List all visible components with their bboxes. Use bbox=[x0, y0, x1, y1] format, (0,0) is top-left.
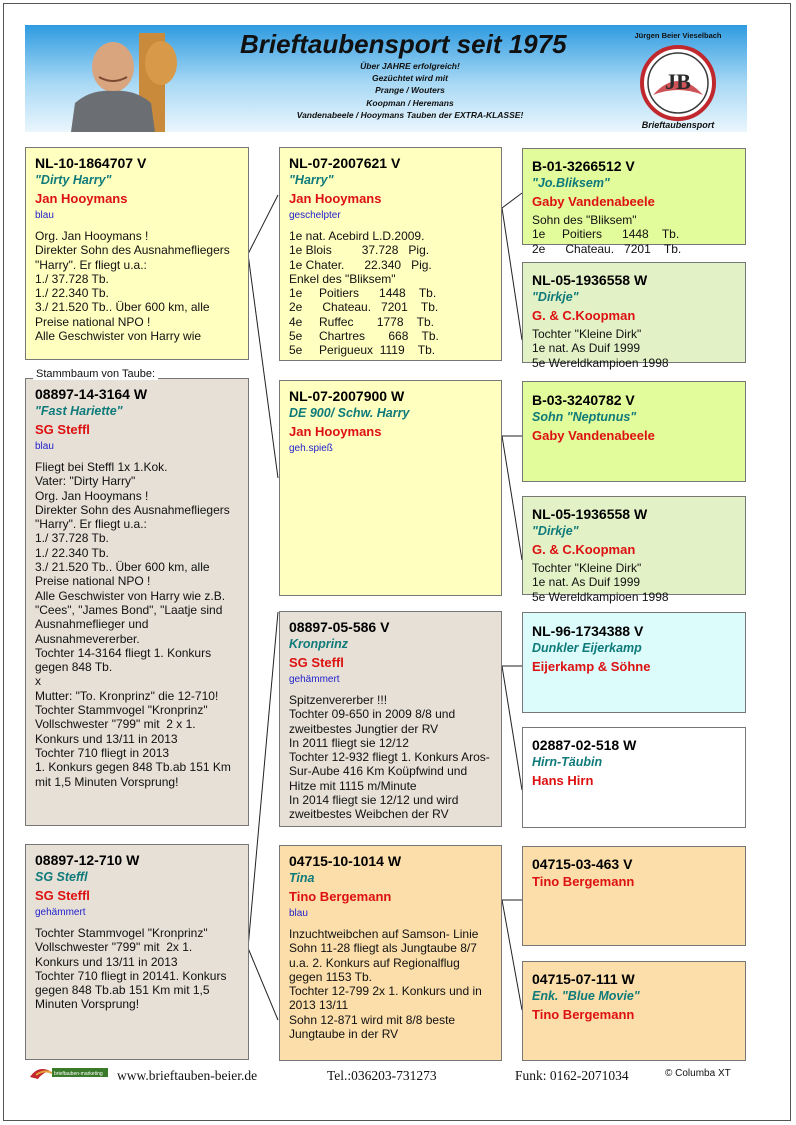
banner-line: Prange / Wouters bbox=[375, 85, 445, 96]
marketing-logo bbox=[28, 1061, 110, 1083]
pigeon-card-ggf-1[interactable] bbox=[522, 148, 746, 256]
banner-title: Brieftaubensport seit 1975 bbox=[240, 29, 567, 59]
pigeon-description: Spitzenvererber !!! Tochter 09-650 in 2009 8/8 und zweitbestes Jungtier der RV In 2011 fliegt sie 12/12 Tochter 12-932 fliegt 1. Konkurs Aros-Sur-Aube 416 Km Koüpfwind und Hitze mit 1115 m/Minute In 2014 fliegt sie 12/12 und wird zweitbestes Weibchen der RV bbox=[289, 693, 490, 822]
pigeon-description: Org. Jan Hooymans ! Direkter Sohn des Ausnahmefliegers "Harry". Er fliegt u.a.: 1./ 37.728 Tb. 1./ 22.340 Tb. 3./ 21.520 Tb.. Über 600 km, alle Preise national NPO ! Alle Geschwister von Harry wie bbox=[35, 229, 230, 344]
ring-number: 04715-03-463 V bbox=[532, 856, 633, 872]
banner-line: Gezüchtet wird mit bbox=[371, 73, 449, 84]
connector-line bbox=[502, 193, 522, 208]
ring-number: NL-96-1734388 V bbox=[532, 623, 644, 639]
feather-color: gehämmert bbox=[289, 674, 340, 685]
pigeon-name: "Fast Hariette" bbox=[35, 404, 123, 418]
pigeon-name: "Jo.Bliksem" bbox=[532, 176, 610, 190]
pigeon-description: Tochter Stammvogel "Kronprinz" Vollschwester "799" mit 2x 1. Konkurs und 13/11 in 2013 Tochter 710 fliegt in 20141. Konkurs gegen 848 Tb.ab 151 Km mit 1,5 Minuten Vorsprung! bbox=[35, 926, 227, 1012]
breeder-name: Hans Hirn bbox=[532, 773, 594, 788]
pigeon-description: Tochter "Kleine Dirk" 1e nat. As Duif 1999 5e Wereldkampioen 1998 bbox=[532, 327, 669, 370]
breeder-name: G. & C.Koopman bbox=[532, 308, 636, 323]
pigeon-name: "Dirkje" bbox=[532, 524, 579, 538]
pigeon-card-subject[interactable] bbox=[25, 378, 249, 826]
banner-line: Über JAHRE erfolgreich! bbox=[360, 61, 460, 71]
breeder-name: Tino Bergemann bbox=[532, 874, 635, 889]
logo-initials: JB bbox=[665, 69, 691, 94]
connector-line bbox=[248, 612, 278, 948]
ring-number: NL-07-2007900 W bbox=[289, 388, 405, 404]
ring-number: NL-05-1936558 W bbox=[532, 506, 648, 522]
pigeon-description: Inzuchtweibchen auf Samson- Linie Sohn 11-28 fliegt als Jungtaube 8/7 u.a. 2. Konkurs auf Regionalflug gegen 1153 Tb. Tochter 12-799 2x 1. Konkurs und in 2013 13/11 Sohn 12-871 wird mit 8/8 beste Jungtaube in der RV bbox=[289, 927, 482, 1042]
pigeon-name: Kronprinz bbox=[289, 637, 349, 651]
breeder-name: G. & C.Koopman bbox=[532, 542, 636, 557]
pigeon-card-father[interactable] bbox=[25, 147, 249, 360]
breeder-name: Gaby Vandenabeele bbox=[532, 428, 655, 443]
pigeon-card-ggm-3[interactable] bbox=[522, 727, 746, 828]
breeder-name: SG Steffl bbox=[35, 888, 90, 903]
feather-color: blau bbox=[35, 210, 54, 221]
pigeon-card-ggm-4[interactable] bbox=[522, 961, 746, 1061]
mobile-number: Funk: 0162-2071034 bbox=[515, 1068, 629, 1083]
pigeon-card-ggf-3[interactable] bbox=[522, 612, 746, 713]
pigeon-card-grandmother-maternal[interactable] bbox=[279, 845, 502, 1061]
connector-line bbox=[248, 195, 278, 254]
ring-number: 08897-12-710 W bbox=[35, 852, 140, 868]
pigeon-name: Sohn "Neptunus" bbox=[532, 410, 637, 424]
pigeon-name: Enk. "Blue Movie" bbox=[532, 989, 640, 1003]
pigeon-name: Tina bbox=[289, 871, 315, 885]
pigeon-description: Sohn des "Bliksem" 1e Poitiers 1448 Tb. 2e Chateau. 7201 Tb. bbox=[532, 213, 682, 256]
connector-line bbox=[502, 666, 522, 790]
breeder-name: SG Steffl bbox=[35, 422, 90, 437]
pigeon-description: Tochter "Kleine Dirk" 1e nat. As Duif 1999 5e Wereldkampioen 1998 bbox=[532, 561, 669, 604]
breeder-name: Eijerkamp & Söhne bbox=[532, 659, 651, 674]
marketing-logo-text: brieftauben-marketing bbox=[54, 1071, 103, 1077]
pigeon-card-grandfather-maternal[interactable] bbox=[279, 611, 502, 827]
connector-line bbox=[502, 900, 522, 1010]
breeder-name: Jan Hooymans bbox=[35, 191, 128, 206]
pigeon-name: "Harry" bbox=[289, 173, 334, 187]
phone-number: Tel.:036203-731273 bbox=[327, 1068, 437, 1083]
pigeon-card-ggm-2[interactable] bbox=[522, 496, 746, 604]
breeder-name: Tino Bergemann bbox=[532, 1007, 635, 1022]
ring-number: 08897-14-3164 W bbox=[35, 386, 148, 402]
logo-bottom-text: Brieftaubensport bbox=[641, 120, 715, 130]
pigeon-card-grandfather-paternal[interactable] bbox=[279, 147, 502, 361]
pigeon-card-ggf-2[interactable] bbox=[522, 381, 746, 482]
feather-color: gehämmert bbox=[35, 907, 86, 918]
ring-number: NL-07-2007621 V bbox=[289, 155, 401, 171]
pigeon-name: Hirn-Täubin bbox=[532, 755, 603, 769]
pigeon-name: "Dirty Harry" bbox=[35, 173, 112, 187]
pigeon-description: Fliegt bei Steffl 1x 1.Kok. Vater: "Dirty Harry" Org. Jan Hooymans ! Direkter Sohn des Ausnahmefliegers "Harry". Er fliegt u.a.: 1./ 37.728 Tb. 1./ 22.340 Tb. 3./ 21.520 Tb.. Über 600 km, alle Preise national NPO ! Alle Geschwister von Harry wie z.B. "Cees", "James Bond", "Laatje sind Ausnahmeflieger und Ausnahmevererber. Tochter 14-3164 fliegt 1. Konkurs gegen 848 Tb. x Mutter: "To. Kronprinz" die 12-710! Tochter Stammvogel "Kronprinz" Vollschwester "799" mit 2 x 1. Konkurs und 13/11 in 2013 Tochter 710 fliegt in 2013 1. Konkurs gegen 848 Tb.ab 151 Km mit 1,5 Minuten Vorsprung! bbox=[35, 460, 231, 789]
ring-number: 08897-05-586 V bbox=[289, 619, 390, 635]
pigeon-description: 1e nat. Acebird L.D.2009. 1e Blois 37.728 Pig. 1e Chater. 22.340 Pig. Enkel des "Bliksem" 1e Poitiers 1448 Tb. 2e Chateau. 7201 Tb. 4e Ruffec 1778 Tb. 5e Chartres 668 Tb. 5e Perigueux 1119 Tb. bbox=[289, 229, 439, 358]
logo-top-text: Jürgen Beier Vieselbach bbox=[634, 31, 722, 40]
ring-number: 04715-10-1014 W bbox=[289, 853, 402, 869]
ring-number: NL-10-1864707 V bbox=[35, 155, 147, 171]
pigeon-card-mother[interactable] bbox=[25, 844, 249, 1060]
feather-color: geh.spieß bbox=[289, 443, 333, 454]
breeder-name: Jan Hooymans bbox=[289, 191, 382, 206]
breeder-name: Tino Bergemann bbox=[289, 889, 392, 904]
breeder-name: Gaby Vandenabeele bbox=[532, 194, 655, 209]
pigeon-card-ggf-4[interactable] bbox=[522, 846, 746, 946]
copyright-note: © Columba XT bbox=[665, 1068, 731, 1079]
feather-color: geschelpter bbox=[289, 210, 341, 221]
connector-line bbox=[502, 208, 522, 340]
banner-line: Koopman / Heremans bbox=[366, 97, 454, 108]
ring-number: B-03-3240782 V bbox=[532, 392, 635, 408]
ring-number: 02887-02-518 W bbox=[532, 737, 637, 753]
pigeon-name: Dunkler Eijerkamp bbox=[532, 641, 642, 655]
pigeon-card-ggm-1[interactable] bbox=[522, 262, 746, 370]
feather-color: blau bbox=[35, 441, 54, 452]
ring-number: NL-05-1936558 W bbox=[532, 272, 648, 288]
pigeon-name: SG Steffl bbox=[35, 870, 88, 884]
breeder-name: Jan Hooymans bbox=[289, 424, 382, 439]
connector-line bbox=[502, 436, 522, 560]
pedigree-caption: Stammbaum von Taube: bbox=[33, 368, 158, 380]
breeder-name: SG Steffl bbox=[289, 655, 344, 670]
banner-line: Vandenabeele / Hooymans Tauben der EXTRA-KLASSE! bbox=[296, 109, 524, 120]
pigeon-card-grandmother-paternal[interactable] bbox=[279, 380, 502, 596]
pigeon-name: "Dirkje" bbox=[532, 290, 579, 304]
pigeon-name: DE 900/ Schw. Harry bbox=[289, 406, 410, 420]
connector-line bbox=[248, 254, 278, 478]
website-link[interactable]: www.brieftauben-beier.de bbox=[117, 1068, 258, 1083]
ring-number: 04715-07-111 W bbox=[532, 971, 635, 987]
connector-line bbox=[248, 948, 278, 1020]
feather-color: blau bbox=[289, 908, 308, 919]
ring-number: B-01-3266512 V bbox=[532, 158, 635, 174]
